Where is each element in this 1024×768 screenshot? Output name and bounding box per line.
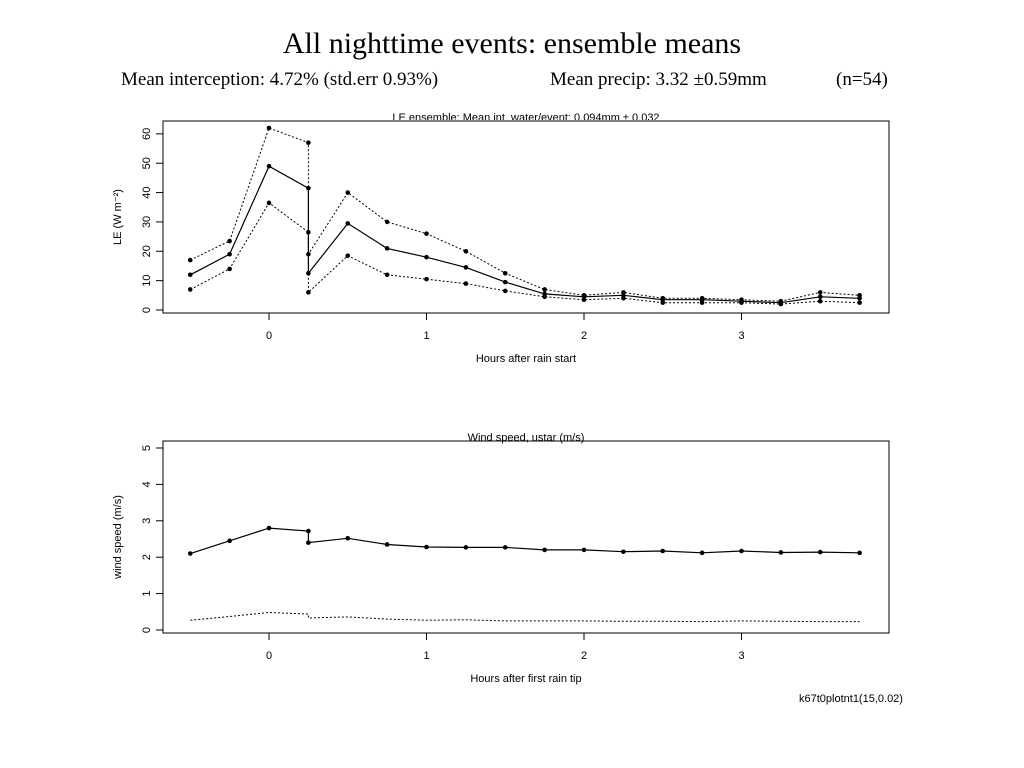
le-ytick-label: 20 — [141, 245, 153, 258]
le-series-lower-point — [306, 230, 311, 235]
subtitle-sample-size: (n=54) — [836, 69, 888, 90]
le-series-lower-point — [424, 277, 429, 282]
le-series-lower-point — [188, 287, 193, 292]
wind-series-wind-speed-point — [188, 551, 193, 556]
wind-series-wind-speed-point — [582, 548, 587, 553]
wind-series-wind-speed-point — [345, 536, 350, 541]
le-series-mean-point — [464, 265, 469, 270]
wind-series-wind-speed-point — [464, 545, 469, 550]
le-series-mean-point — [857, 296, 862, 301]
le-series-lower-point — [267, 201, 272, 206]
wind-series-wind-speed-point — [227, 539, 232, 544]
le-xtick-label: 1 — [423, 330, 430, 342]
le-ytick-label: 50 — [141, 157, 153, 170]
le-series-mean-point — [306, 186, 311, 191]
le-series-upper-point — [267, 126, 272, 131]
wind-series-wind-speed-point — [542, 548, 547, 553]
wind-ytick-label: 2 — [141, 554, 153, 561]
wind-series-ustar-line — [190, 613, 859, 622]
le-series-upper-point — [306, 140, 311, 145]
subtitle-interception: Mean interception: 4.72% (std.err 0.93%) — [121, 69, 439, 90]
le-series-upper-point — [424, 231, 429, 236]
wind-series-wind-speed-point — [385, 542, 390, 547]
le-series-lower-point — [503, 289, 508, 294]
le-xtick-label: 0 — [265, 330, 273, 342]
wind-series-wind-speed-point — [306, 540, 311, 545]
le-ytick-label: 40 — [141, 186, 153, 199]
le-series-lower-point — [464, 281, 469, 286]
le-series-mean-point — [818, 294, 823, 299]
wind-series-wind-speed-point — [818, 550, 823, 555]
le-series-mean-point — [503, 280, 508, 285]
wind-ytick-label: 0 — [141, 626, 153, 634]
le-ytick-label: 30 — [141, 215, 153, 229]
wind-ytick-label: 1 — [141, 590, 153, 597]
wind-chart-ylabel: wind speed (m/s) — [112, 495, 124, 579]
wind-series-wind-speed-point — [306, 529, 311, 534]
le-series-upper-point — [464, 249, 469, 254]
subtitle-precip: Mean precip: 3.32 ±0.59mm — [550, 69, 767, 90]
wind-ytick-label: 3 — [141, 517, 153, 524]
wind-series-wind-speed-point — [267, 526, 272, 531]
le-series-mean-point — [267, 164, 272, 169]
le-chart-ylabel: LE (W m⁻²) — [112, 189, 124, 245]
le-series-lower-point — [582, 297, 587, 302]
le-series-upper-point — [345, 190, 350, 195]
wind-ytick-label: 5 — [141, 444, 153, 452]
wind-plot-frame — [163, 441, 889, 633]
page-title: All nighttime events: ensemble means — [282, 27, 742, 60]
wind-series-wind-speed-line — [190, 528, 859, 554]
le-series-mean-point — [345, 221, 350, 226]
le-series-lower-line — [190, 203, 859, 304]
wind-xtick-label: 1 — [423, 650, 430, 662]
le-series-lower-point — [857, 300, 862, 305]
le-series-mean-point — [227, 252, 232, 257]
le-series-upper-point — [188, 258, 193, 263]
le-series-mean-point — [424, 255, 429, 260]
le-series-lower-point — [660, 300, 665, 305]
le-ytick-label: 0 — [141, 306, 153, 314]
le-series-lower-point — [345, 253, 350, 258]
wind-series-wind-speed-point — [424, 545, 429, 550]
le-series-upper-line — [190, 128, 859, 301]
wind-ytick-label: 4 — [141, 481, 153, 488]
wind-series-wind-speed-point — [739, 549, 744, 554]
le-plot-frame — [163, 121, 889, 313]
le-series-upper-point — [503, 271, 508, 276]
wind-series-wind-speed-point — [700, 551, 705, 556]
wind-xtick-label: 3 — [738, 650, 745, 662]
le-chart-xlabel: Hours after rain start — [475, 353, 577, 365]
le-xtick-label: 2 — [580, 330, 588, 342]
wind-series-wind-speed-point — [621, 549, 626, 554]
le-series-upper-point — [385, 220, 390, 225]
le-series-mean-point — [188, 272, 193, 277]
le-series-upper-point — [542, 287, 547, 292]
le-series-lower-point — [818, 299, 823, 304]
le-chart-title: LE ensemble: Mean int. water/event: 0.094mm ± 0.032 — [392, 112, 660, 120]
wind-xtick-label: 2 — [580, 650, 588, 662]
le-series-lower-point — [739, 300, 744, 305]
wind-series-wind-speed-point — [779, 550, 784, 555]
le-series-lower-point — [306, 290, 311, 295]
le-ytick-label: 60 — [141, 127, 153, 140]
le-xtick-label: 3 — [738, 330, 745, 342]
le-series-mean-point — [385, 246, 390, 251]
wind-series-wind-speed-point — [503, 545, 508, 550]
wind-series-wind-speed-point — [660, 549, 665, 554]
footer-code: k67t0plotnt1(15,0.02) — [799, 693, 903, 705]
wind-chart-xlabel: Hours after first rain tip — [470, 673, 582, 685]
le-series-upper-point — [818, 290, 823, 295]
le-series-lower-point — [542, 294, 547, 299]
le-series-lower-point — [779, 302, 784, 307]
wind-xtick-label: 0 — [265, 650, 273, 662]
wind-chart-title: Wind speed, ustar (m/s) — [467, 432, 585, 444]
le-ytick-label: 10 — [141, 274, 153, 287]
le-series-lower-point — [700, 300, 705, 305]
le-series-mean-line — [190, 166, 859, 303]
le-series-lower-point — [385, 272, 390, 277]
le-series-upper-point — [227, 239, 232, 244]
le-series-lower-point — [621, 296, 626, 301]
le-series-lower-point — [227, 267, 232, 272]
wind-series-wind-speed-point — [857, 551, 862, 556]
